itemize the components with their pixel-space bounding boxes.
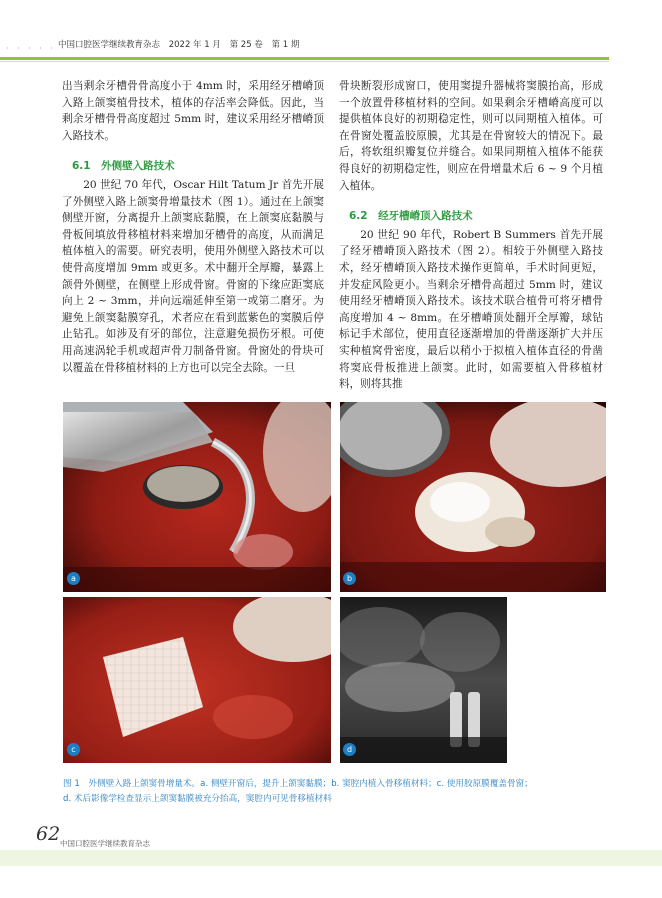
figure-panel-b <box>340 402 606 592</box>
header-rule <box>0 57 609 60</box>
header-volume: 第 25 卷 <box>229 40 263 50</box>
caption-line-2: d. 术后影像学检查显示上颌窦黏膜被充分抬高，窦腔内可见骨移植材料 <box>63 794 332 804</box>
panel-label-a: a <box>67 572 80 585</box>
figure-panel-d <box>340 597 507 763</box>
panel-label-b: b <box>343 572 356 585</box>
xray-image-d <box>340 597 507 763</box>
header-decoration: · · · · · · · · <box>6 44 90 53</box>
surgical-photo-a <box>63 402 331 592</box>
panel-label-c: c <box>67 743 80 756</box>
paragraph: 骨块断裂形成窗口，使用窦提升器械将窦膜抬高，形成一个放置骨移植材料的空间。如果剩余牙槽嵴高度可以提供植体良好的初期稳定性，则可以同期植入植体。可在骨窗处覆盖胶原膜，尤其是在骨窗较大的情况下。最后，将软组织瓣复位并缝合。如果同期植入植体不能获得良好的初期稳定性，则应在骨增量术后 6 ~ 9 个月植入植体。 <box>339 80 603 192</box>
header-issue: 第 1 期 <box>271 40 300 50</box>
header-rule-thin <box>0 61 609 62</box>
paragraph: 20 世纪 90 年代，Robert B Summers 首先开展了经牙槽嵴顶入路技术（图 2）。相较于外侧壁入路技术，经牙槽嵴顶入路技术操作更简单，手术时间更短，并发症风险更小。当剩余牙槽骨高超过 5mm 时，建议使用经牙槽嵴顶入路技术。该技术联合植骨可将牙槽骨高度增加 4 ~ 8mm。在牙槽嵴顶处翻开全厚瓣，球钻标记手术部位，使用直径逐渐增加的骨凿逐渐扩大并压实种植窝骨密度，最后以稍小于拟植入植体直径的骨凿将窦底骨板推进上颌窦。此时，如需要植入骨移植材料，则将其推 <box>339 228 603 391</box>
surgical-photo-b <box>340 402 606 592</box>
figure-panel-c <box>63 597 331 763</box>
footer-journal: 中国口腔医学继续教育杂志 <box>60 839 150 848</box>
section-heading-6-1: 6.1 外侧壁入路技术 <box>72 160 175 173</box>
figure-panel-a <box>63 402 331 592</box>
caption-line-1: 图 1 外侧壁入路上颌窦骨增量术。a. 侧壁开窗后，提升上颌窦黏膜；b. 窦腔内植入骨移植材料；c. 使用胶原膜覆盖骨窗； <box>63 779 533 789</box>
right-column <box>339 78 603 393</box>
paragraph: 20 世纪 70 年代，Oscar Hilt Tatum Jr 首先开展了外侧壁入路上颌窦骨增量技术（图 1）。通过在上颌窦侧壁开窗，分离提升上颌窦底黏膜，在上颌窦底黏膜与骨板间填放骨移植材料来增加牙槽骨的高度，从而满足植体植入的需要。研究表明，使用外侧壁入路技术可以使骨高度增加 9mm 或更多。术中翻开全厚瓣，暴露上颌骨外侧壁，在侧壁上形成骨窗。骨窗的下缘应距窦底向上 2 ~ 3mm，并向远端延伸至第一或第二磨牙。为避免上颌窦黏膜穿孔，术者应在看到蓝紫色的窦膜后停止钻孔。如涉及有牙的部位，注意避免损伤牙根。可使用高速涡轮手机或超声骨刀制备骨窗。骨窗处的骨块可以覆盖在骨移植材料的上方也可以完全去除。一旦 <box>62 178 324 374</box>
surgical-photo-c <box>63 597 331 763</box>
figure-caption <box>63 777 608 807</box>
header-journal: 中国口腔医学继续教育杂志 <box>58 40 161 50</box>
footer-band <box>0 850 662 866</box>
header-date: 2022 年 1 月 <box>168 40 221 50</box>
running-header <box>58 38 305 50</box>
section-heading-6-2: 6.2 经牙槽嵴顶入路技术 <box>349 210 473 223</box>
page-number: 62 <box>36 823 61 845</box>
left-column <box>62 78 324 376</box>
panel-label-d: d <box>343 743 356 756</box>
paragraph: 出当剩余牙槽骨骨高度小于 4mm 时，采用经牙槽嵴顶入路上颌窦植骨技术，植体的存活率会降低。因此，当剩余牙槽骨骨高度超过 5mm 时，建议采用经牙槽嵴顶入路技术。 <box>62 80 324 142</box>
